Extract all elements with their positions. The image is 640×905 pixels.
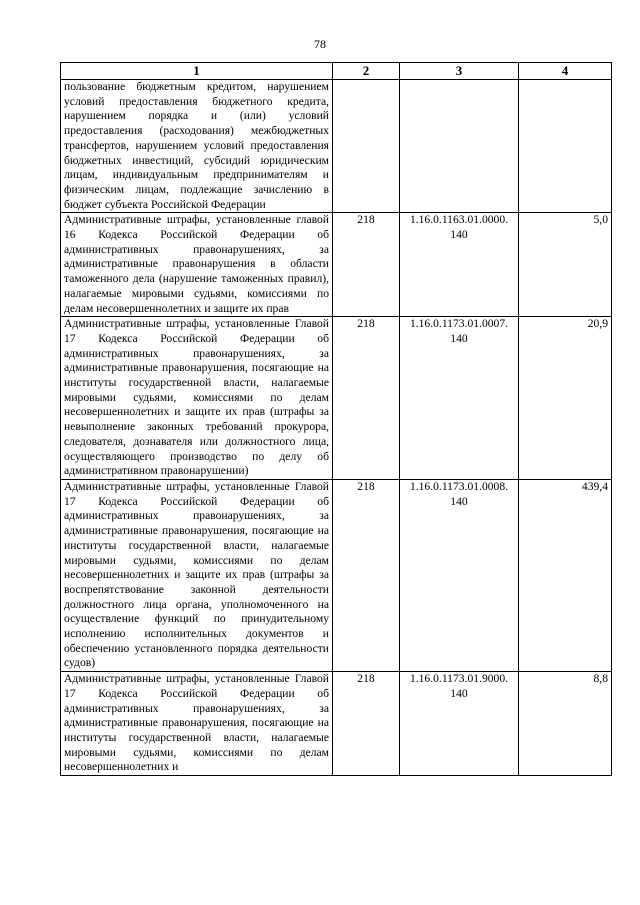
row-admin-code: 218 <box>333 317 400 480</box>
table-row <box>61 317 612 480</box>
row-amount: 5,0 <box>519 213 612 317</box>
row-budget-code: 1.16.0.1173.01.0008. 140 <box>400 479 519 671</box>
row-description: Административные штрафы, установленные Главой 17 Кодекса Российской Федерации об административных правонарушениях, за административные правонарушения, посягающие на институты государственной власти, налагаемые мировыми судьями, комиссиями по делам несовершеннолетних и <box>61 672 333 776</box>
table-row <box>61 479 612 671</box>
table-row <box>61 672 612 776</box>
row-description: Административные штрафы, установленные Главой 17 Кодекса Российской Федерации об административных правонарушениях, за административные правонарушения, посягающие на институты государственной власти, налагаемые мировыми судьями, комиссиями по делам несовершеннолетних и защите их прав (штрафы за невыполнение законных требований прокурора, следователя, дознавателя или должностного лица, осуществляющего производство по делу об административном правонарушении) <box>61 317 333 480</box>
row-admin-code <box>333 80 400 213</box>
row-description: Административные штрафы, установленные Главой 17 Кодекса Российской Федерации об административных правонарушениях, за административные правонарушения, посягающие на институты государственной власти, налагаемые мировыми судьями, комиссиями по делам несовершеннолетних и защите их прав (штрафы за воспрепятствование законной деятельности должностного лица органа, уполномоченного на осуществление функций по принудительному исполнению исполнительных документов и обеспечению установленного порядка деятельности судов) <box>61 479 333 671</box>
row-amount: 439,4 <box>519 479 612 671</box>
row-admin-code: 218 <box>333 213 400 317</box>
column-header-4: 4 <box>519 63 612 80</box>
row-budget-code: 1.16.0.1163.01.0000. 140 <box>400 213 519 317</box>
table-row <box>61 213 612 317</box>
column-header-2: 2 <box>333 63 400 80</box>
table-header-row <box>61 63 612 80</box>
column-header-3: 3 <box>400 63 519 80</box>
row-description: пользование бюджетным кредитом, нарушением условий предоставления бюджетного кредита, нарушением порядка и (или) условий предоставления (расходования) межбюджетных трансфертов, нарушением условий предоставления бюджетных инвестиций, субсидий юридическим лицам, индивидуальным предпринимателям и физическим лицам, подлежащие зачислению в бюджет субъекта Российской Федерации <box>61 80 333 213</box>
row-description: Административные штрафы, установленные главой 16 Кодекса Российской Федерации об административных правонарушениях, за административные правонарушения в области таможенного дела (нарушение таможенных правил), налагаемые мировыми судьями, комиссиями по делам несовершеннолетних и защите их прав <box>61 213 333 317</box>
row-budget-code: 1.16.0.1173.01.9000. 140 <box>400 672 519 776</box>
row-amount <box>519 80 612 213</box>
row-admin-code: 218 <box>333 479 400 671</box>
page-number: 78 <box>314 37 326 51</box>
column-header-1: 1 <box>61 63 333 80</box>
row-admin-code: 218 <box>333 672 400 776</box>
row-budget-code <box>400 80 519 213</box>
row-budget-code: 1.16.0.1173.01.0007. 140 <box>400 317 519 480</box>
row-amount: 20,9 <box>519 317 612 480</box>
row-amount: 8,8 <box>519 672 612 776</box>
table-row <box>61 80 612 213</box>
revenue-table <box>60 62 612 776</box>
